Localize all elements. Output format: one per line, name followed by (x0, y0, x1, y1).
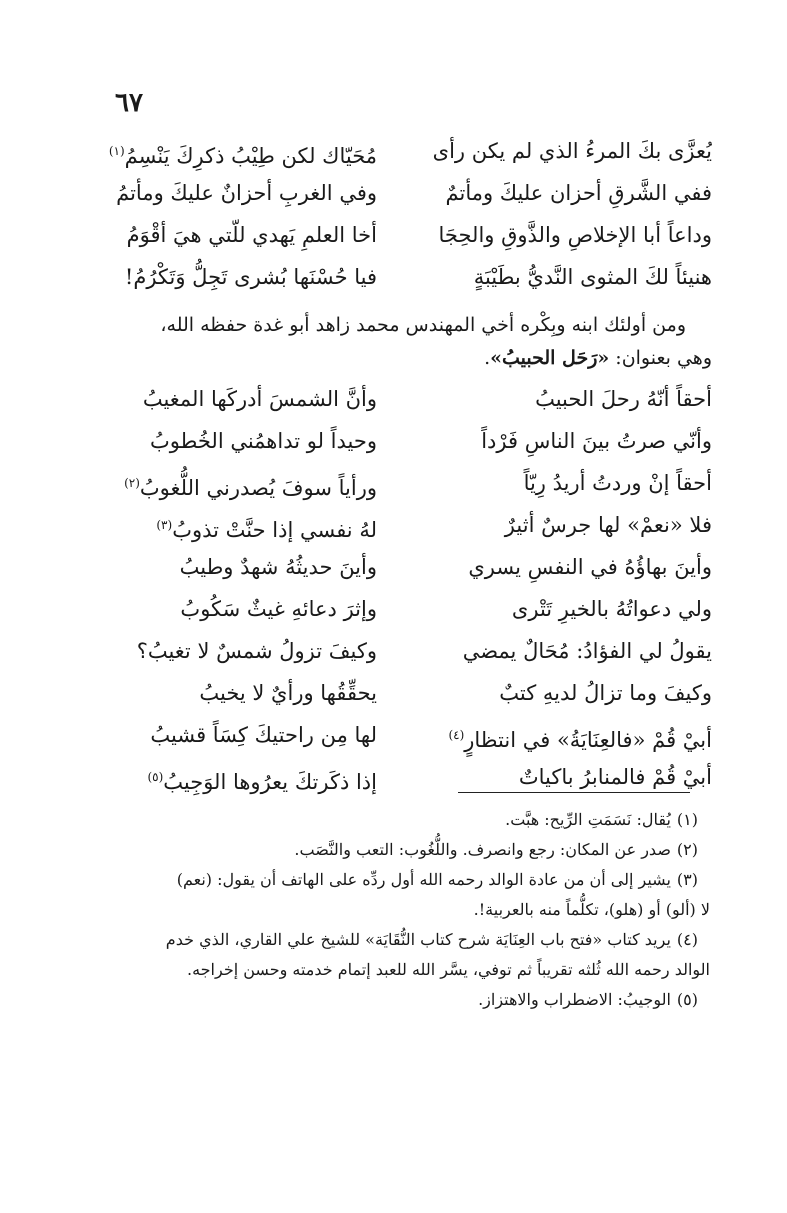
verse-second-hemistich: ورأياً سوفَ يُصدرني اللُّغوبُ$^{(٢)}$ (124, 476, 377, 500)
page-number: ٦٧ (115, 88, 143, 118)
verse-first-hemistich: ولي دعواتُهُ بالخيرِ تَتْرى (511, 597, 712, 621)
verse-row (0, 630, 787, 672)
verse-first-hemistich: أحقاً إنْ وردتُ أريدُ رِيّاً (523, 471, 712, 495)
footnote-continuation: الوالد رحمه الله ثُلثه تقريباً ثم توفي، يسَّر الله للعبد إتمام خدمته وحسن إخراجه. (186, 960, 710, 979)
verse-row (0, 672, 787, 714)
verse-second-hemistich: وحيداً لو تداهمُني الخُطوبُ (150, 429, 377, 453)
verse-row (0, 420, 787, 462)
verse-first-hemistich: ففي الشَّرقِ أحزان عليكَ ومأتمٌ (445, 181, 712, 205)
verse-first-hemistich: فلا «نعمْ» لها جرسٌ أثيرٌ (504, 513, 712, 537)
verse-first-hemistich: يقولُ لي الفؤادُ: مُحَالٌ يمضي (462, 639, 712, 663)
verse-row (0, 130, 787, 172)
verse-row (0, 714, 787, 756)
verse-second-hemistich: لها مِن راحتيكَ كِسَاً قشيبُ (150, 723, 377, 747)
verse-second-hemistich: أخا العلمِ يَهدي للّتي هيَ أقْوَمُ (126, 223, 377, 247)
verse-second-hemistich: فيا حُسْنَها بُشرى تَجِلُّ وَتَكْرُمُ! (124, 265, 377, 289)
poem-title: «رَحَل الحبيبُ» (490, 347, 610, 369)
footnotes (70, 805, 710, 1015)
verse-second-hemistich: وأنَّ الشمسَ أدركَها المغيبُ (142, 387, 377, 411)
footnote-continuation: لا (ألو) أو (هلو)، تكلُّماً منه بالعربية!. (473, 900, 710, 919)
footnote: (٥)الوجيبُ: الاضطراب والاهتزاز. (478, 990, 698, 1009)
footnote-ref: (٥) (147, 770, 164, 784)
verse-first-hemistich: هنيئاً لكَ المثوى النَّديُّ بطَيْبَةٍ (473, 265, 712, 289)
verse-first-hemistich: أحقاً أنّهُ رحلَ الحبيبُ (535, 387, 712, 411)
verse-first-hemistich: أبيْ قُمْ فالمنابرُ باكياتٌ (518, 765, 712, 789)
footnote-ref: (١) (108, 144, 125, 158)
verse-first-hemistich: وأينَ بهاؤُهُ في النفسِ يسري (468, 555, 712, 579)
verse-first-hemistich: أبيْ قُمْ «فالعِنَايَةُ» في انتظارٍ$^{(٤)}$ (448, 728, 712, 752)
footnote: (١)يُقال: نَسَمَتِ الرِّيح: هبَّت. (505, 810, 698, 829)
verse-row (0, 172, 787, 214)
footnote-ref: (٢) (124, 476, 140, 490)
poem-2 (0, 378, 787, 798)
verse-row (0, 504, 787, 546)
verse-first-hemistich: وأنّي صرتُ بينَ الناسِ فَرْداً (481, 429, 712, 453)
poem-1 (0, 130, 787, 298)
verse-second-hemistich: وكيفَ تزولُ شمسٌ لا تغيبُ؟ (136, 639, 377, 663)
verse-second-hemistich: وإثرَ دعائهِ غيثٌ سَكُوبُ (180, 597, 377, 621)
verse-second-hemistich: يحقِّقُها ورأيٌ لا يخيبُ (199, 681, 377, 705)
verse-row (0, 256, 787, 298)
verse-row (0, 378, 787, 420)
footnote-ref: (٣) (156, 518, 173, 532)
verse-first-hemistich: وداعاً أبا الإخلاصِ والذَّوقِ والحِجَا (438, 223, 712, 247)
verse-row (0, 462, 787, 504)
verse-first-hemistich: وكيفَ وما تزالُ لديهِ كتبٌ (499, 681, 712, 705)
verse-second-hemistich: مُحَيّاك لكن طِيْبُ ذكرِكَ يَنْسِمُ$^{(١)}$ (108, 144, 377, 168)
verse-row (0, 546, 787, 588)
intro-line: ومن أولئك ابنه وبِكْره أخي المهندس محمد زاهد أبو غدة حفظه الله، (160, 314, 686, 336)
verse-second-hemistich: وأينَ حديثُهُ شهدٌ وطيبُ (179, 555, 377, 579)
footnote: (٤)يريد كتاب «فتح باب العِنَايَة شرح كتاب النُّقَايَة» للشيخ علي القاري، الذي خدم (165, 930, 698, 949)
verse-row (0, 214, 787, 256)
footnote: (٣)يشير إلى أن من عادة الوالد رحمه الله أول ردِّه على الهاتف أن يقول: (نعم) (176, 870, 698, 889)
footnote: (٢)صدر عن المكان: رجع وانصرف. واللُّغُوب: التعب والنَّصَب. (294, 840, 698, 859)
intro-paragraph (80, 309, 712, 375)
footnote-ref: (٤) (448, 728, 465, 742)
footnote-separator (458, 792, 690, 793)
verse-second-hemistich: إذا ذكَرتكَ يعرُوها الوَجِيبُ$^{(٥)}$ (147, 770, 377, 794)
intro-line: وهي بعنوان: «رَحَل الحبيبُ». (484, 347, 712, 369)
verse-row (0, 588, 787, 630)
verse-second-hemistich: لهُ نفسي إذا حنَّتْ تذوبُ$^{(٣)}$ (156, 518, 377, 542)
verse-first-hemistich: يُعزَّى بكَ المرءُ الذي لم يكن رأى (432, 139, 712, 163)
verse-second-hemistich: وفي الغربِ أحزانٌ عليكَ ومأتمُ (116, 181, 377, 205)
